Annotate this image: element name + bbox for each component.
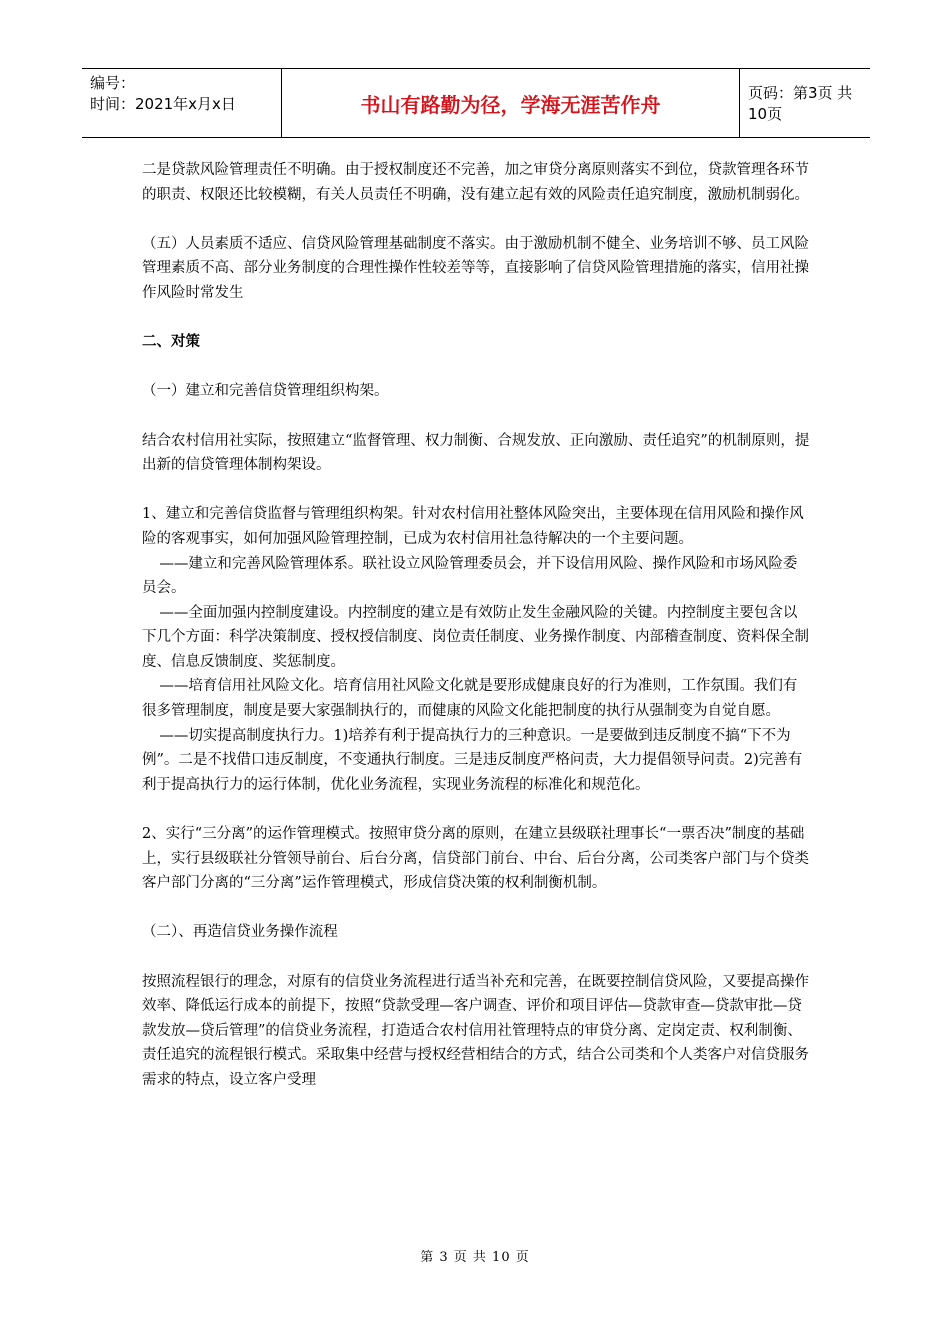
paragraph: 1、建立和完善信贷监督与管理组织构架。针对农村信用社整体风险突出，主要体现在信用风险和操作风险的客观事实，如何加强风险管理控制，已成为农村信用社急待解决的一个主要问题。 bbox=[142, 506, 804, 547]
paragraph: ——全面加强内控制度建设。内控制度的建立是有效防止发生金融风险的关键。内控制度主要包含以下几个方面：科学决策制度、授权授信制度、岗位责任制度、业务操作制度、内部稽查制度、资料保全制度、信息反馈制度、奖惩制度。 bbox=[142, 604, 809, 670]
paragraph: （五）人员素质不适应、信贷风险管理基础制度不落实。由于激励机制不健全、业务培训不够、员工风险管理素质不高、部分业务制度的合理性操作性较差等等，直接影响了信贷风险管理措施的落实，信用社操作风险时常发生 bbox=[142, 235, 809, 301]
paragraph: 按照流程银行的理念，对原有的信贷业务流程进行适当补充和完善，在既要控制信贷风险，又要提高操作效率、降低运行成本的前提下，按照“贷款受理—客户调查、评价和项目评估—贷款审查—贷款审批—贷款发放—贷后管理”的信贷业务流程，打造适合农村信用社管理特点的审贷分离、定岗定责、权利制衡、责任追究的流程银行模式。采取集中经营与授权经营相结合的方式，结合公司类和个人类客户对信贷服务需求的特点，设立客户受理 bbox=[142, 973, 809, 1088]
document-body bbox=[142, 158, 810, 1093]
paragraph: 2、实行“三分离”的运作管理模式。按照审贷分离的原则，在建立县级联社理事长“一票否决”制度的基础上，实行县级联社分管领导前台、后台分离，信贷部门前台、中台、后台分离，公司类客户部门与个贷类客户部门分离的“三分离”运作管理模式，形成信贷决策的权利制衡机制。 bbox=[142, 826, 809, 892]
paragraph: ——切实提高制度执行力。1)培养有利于提高执行力的三种意识。一是要做到违反制度不搞“下不为例”。二是不找借口违反制度，不变通执行制度。三是违反制度严格问责，大力提倡领导问责。2)完善有利于提高执行力的运行体制，优化业务流程，实现业务流程的标准化和规范化。 bbox=[142, 727, 803, 793]
header-page-number: 页码：第3页 共10页 bbox=[748, 84, 853, 123]
header-meta bbox=[82, 69, 282, 137]
page-header bbox=[82, 68, 870, 138]
document-number: 编号： bbox=[90, 74, 136, 92]
paragraph: ——培育信用社风险文化。培育信用社风险文化就是要形成健康良好的行为准则，工作氛围。我们有很多管理制度，制度是要大家强制执行的，而健康的风险文化能把制度的执行从强制变为自觉自愿。 bbox=[142, 678, 798, 720]
section-heading: 二、对策 bbox=[142, 333, 200, 351]
subsection-heading: （一）建立和完善信贷管理组织构架。 bbox=[142, 383, 389, 400]
document-date: 时间：2021年x月x日 bbox=[90, 95, 236, 113]
paragraph: 二是贷款风险管理责任不明确。由于授权制度还不完善，加之审贷分离原则落实不到位，贷款管理各环节的职责、权限还比较模糊，有关人员责任不明确，没有建立起有效的风险责任追究制度，激励机制弱化。 bbox=[142, 162, 809, 203]
paragraph: ——建立和完善风险管理体系。联社设立风险管理委员会，并下设信用风险、操作风险和市场风险委员会。 bbox=[142, 555, 798, 597]
page-footer: 第 3 页 共 10 页 bbox=[420, 1250, 530, 1265]
subsection-heading: （二）、再造信贷业务操作流程 bbox=[142, 924, 338, 941]
paragraph: 结合农村信用社实际，按照建立“监督管理、权力制衡、合规发放、正向激励、责任追究”的机制原则，提出新的信贷管理体制构架设。 bbox=[142, 432, 810, 474]
header-motto: 书山有路勤为径，学海无涯苦作舟 bbox=[282, 69, 740, 137]
